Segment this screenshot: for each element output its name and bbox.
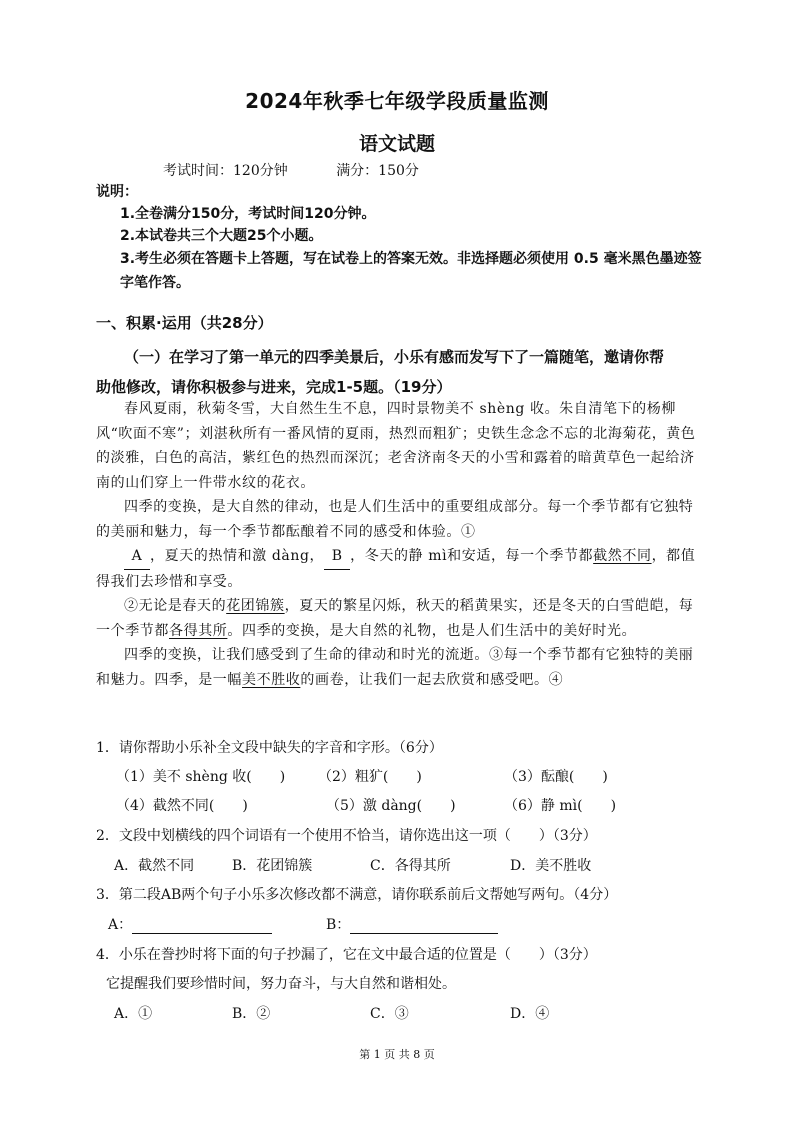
answer-line-a bbox=[132, 919, 272, 934]
question-3: 3．第二段AB两个句子小乐多次修改都不满意，请你联系前后文帮她写两句。（4分） bbox=[96, 887, 618, 903]
q2-option: D．美不胜收 bbox=[510, 858, 592, 874]
q4-sentence: 它提醒我们要珍惜时间，努力奋斗，与大自然和谐相处。 bbox=[106, 976, 456, 992]
passage bbox=[96, 397, 702, 692]
blank-b: B bbox=[324, 544, 350, 570]
instructions-heading: 说明： bbox=[96, 184, 138, 200]
blank-a: A bbox=[124, 544, 150, 570]
passage-paragraph-4: ②无论是春天的花团锦簇，夏天的繁星闪烁，秋天的稻黄果实，还是冬天的白雪皑皑，每一个季节都各得其所。四季的变换，是大自然的礼物，也是人们生活中的美好时光。 bbox=[96, 598, 694, 639]
question-4: 4．小乐在誊抄时将下面的句子抄漏了，它在文中最合适的位置是（ ）（3分） bbox=[96, 947, 597, 963]
passage-paragraph-2: 四季的变换，是大自然的律动，也是人们生活中的重要组成部分。每一个季节都有它独特的美丽和魅力，每一个季节都酝酿着不同的感受和体验。① bbox=[96, 499, 694, 540]
underlined-phrase: 各得其所 bbox=[169, 622, 228, 639]
question-2: 2．文段中划横线的四个词语有一个使用不恰当，请你选出这一项（ ）（3分） bbox=[96, 828, 597, 844]
q1-item: （1）美不 shèng 收( ) bbox=[116, 769, 286, 785]
part-intro-line1: （一）在学习了第一单元的四季美景后，小乐有感而发写下了一篇随笔，邀请你帮 bbox=[124, 348, 665, 366]
instruction-item: 1.全卷满分150分，考试时间120分钟。 bbox=[120, 206, 376, 222]
q3-answer-b: B： bbox=[326, 914, 498, 934]
q4-option: B．② bbox=[232, 1006, 271, 1022]
exam-title: 2024年秋季七年级学段质量监测 bbox=[245, 89, 549, 113]
underlined-phrase: 美不胜收 bbox=[242, 671, 301, 688]
exam-time: 考试时间：120分钟 bbox=[163, 163, 288, 179]
q2-option: B．花团锦簇 bbox=[232, 858, 313, 874]
q2-option: A．截然不同 bbox=[114, 858, 195, 874]
exam-meta bbox=[163, 160, 463, 180]
passage-paragraph-3: A ，夏天的热情和激 dàng， B ，冬天的静 mì和安适，每一个季节都截然不同，都值得我们去珍惜和享受。 bbox=[96, 544, 702, 594]
q4-option: C．③ bbox=[370, 1006, 409, 1022]
instruction-item: 2.本试卷共三个大题25个小题。 bbox=[120, 228, 323, 244]
page-footer: 第 1 页 共 8 页 bbox=[359, 1048, 435, 1061]
q1-item: （5）激 dàng( ) bbox=[326, 798, 456, 814]
answer-line-b bbox=[350, 919, 498, 934]
exam-subtitle: 语文试题 bbox=[358, 133, 435, 155]
q1-item: （4）截然不同( ) bbox=[116, 798, 248, 814]
instruction-item: 3.考生必须在答题卡上答题，写在试卷上的答案无效。非选择题必须使用 0.5 毫米黑色墨迹签字笔作答。 bbox=[120, 251, 702, 291]
instructions bbox=[96, 181, 706, 295]
q4-option: A．① bbox=[114, 1006, 153, 1022]
q3-answer-a: A： bbox=[108, 914, 272, 934]
underlined-phrase: 花团锦簇 bbox=[226, 598, 285, 614]
q1-item: （3）酝酿( ) bbox=[504, 769, 608, 785]
part-intro-line2: 助他修改，请你积极参与进来，完成1-5题。（19分） bbox=[96, 378, 452, 396]
q4-option: D．④ bbox=[510, 1006, 550, 1022]
q2-option: C．各得其所 bbox=[370, 858, 451, 874]
part-intro bbox=[96, 342, 702, 402]
q1-item: （6）静 mì( ) bbox=[504, 798, 617, 814]
question-1: 1．请你帮助小乐补全文段中缺失的字音和字形。（6分） bbox=[96, 740, 443, 756]
section-heading: 一、积累·运用（共28分） bbox=[96, 314, 273, 332]
passage-paragraph-5: 四季的变换，让我们感受到了生命的律动和时光的流逝。③每一个季节都有它独特的美丽和魅力。四季，是一幅美不胜收的画卷，让我们一起去欣赏和感受吧。④ bbox=[96, 647, 694, 688]
q1-item: （2）粗犷( ) bbox=[318, 769, 422, 785]
underlined-phrase: 截然不同 bbox=[593, 548, 652, 564]
passage-paragraph-1: 春风夏雨，秋菊冬雪，大自然生生不息，四时景物美不 shèng 收。朱自清笔下的杨柳风“吹面不寒”；刘湛秋所有一番风情的夏雨，热烈而粗犷；史铁生念念不忘的北海菊花，黄色的淡雅，白色的高洁，紫红色的热烈而深沉；老舍济南冬天的小雪和露着的暗黄草色一起给济南的山们穿上一件带水纹的花衣。 bbox=[96, 401, 696, 491]
exam-score: 满分：150分 bbox=[336, 163, 419, 179]
